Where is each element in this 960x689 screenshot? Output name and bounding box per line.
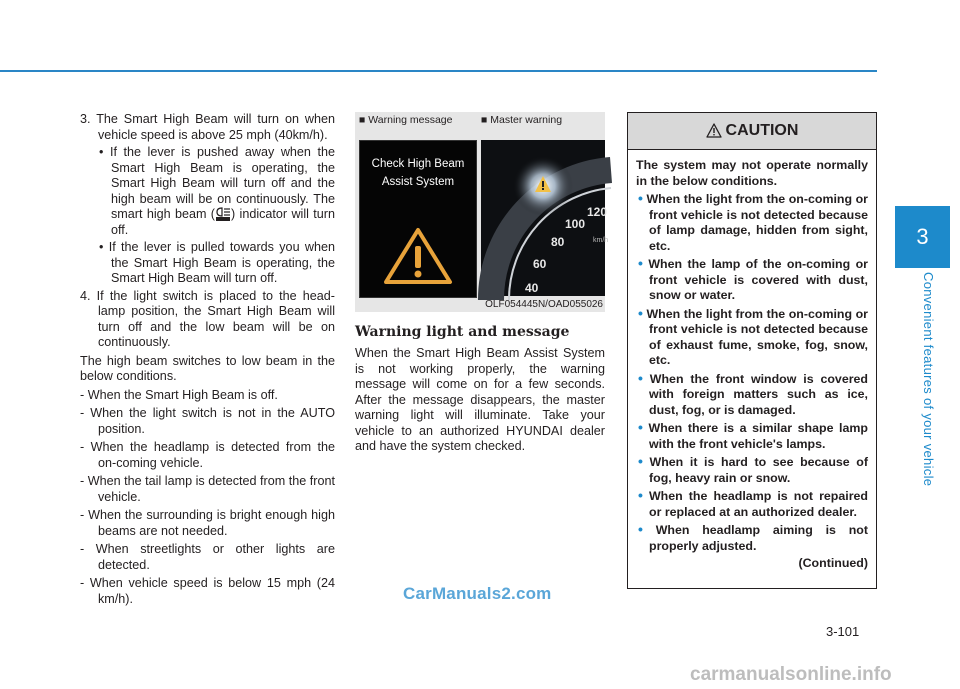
caution-title: CAUTION xyxy=(725,122,799,139)
warning-message-panel xyxy=(359,140,477,298)
smart-high-beam-icon xyxy=(215,207,231,221)
speedo-tick: 40 xyxy=(525,281,539,295)
caution-triangle-icon xyxy=(706,123,722,138)
caution-item: • When the light from the on-coming or front vehicle is not detected because of exhaust fume, smoke, fog, snow, etc. xyxy=(638,304,868,367)
figure-caption: OLF054445N/OAD055026 xyxy=(485,299,603,310)
speedo-tick: 80 xyxy=(551,235,565,249)
condition-item: - When the light switch is not in the AUTO position. xyxy=(80,406,335,436)
column-left xyxy=(80,112,335,607)
figure-label-warning: ■ Warning message xyxy=(359,114,453,126)
watermark-link[interactable]: CarManuals2.com xyxy=(403,584,552,603)
condition-item: - When the surrounding is bright enough high beams are not needed. xyxy=(80,508,335,538)
condition-item: - When the tail lamp is detected from the front vehicle. xyxy=(80,474,335,504)
figure-label-master: ■ Master warning xyxy=(481,114,563,126)
caution-item: • When the headlamp is not repaired or replaced at an authorized dealer. xyxy=(638,487,868,519)
speedometer-graphic xyxy=(481,140,609,296)
panel-line-1: Check High Beam xyxy=(371,158,465,170)
chapter-tab[interactable] xyxy=(895,206,950,268)
step-3: 3. The Smart High Beam will turn on when vehicle speed is above 25 mph (40km/h). xyxy=(80,112,335,142)
warning-figure xyxy=(355,112,609,312)
speedo-tick: 100 xyxy=(565,217,586,231)
panel-text xyxy=(360,155,476,191)
conditions-intro: The high beam switches to low beam in the below conditions. xyxy=(80,353,335,383)
bullet-lever-pushed xyxy=(80,145,335,238)
footer-watermark: carmanualsonline.info xyxy=(690,664,892,685)
caution-box xyxy=(627,112,877,589)
bullet-text-post: ) indicator will turn off. xyxy=(111,207,335,237)
condition-item: - When the headlamp is detected from the on-coming vehicle. xyxy=(80,440,335,470)
caution-item: • When there is a similar shape lamp with the front vehicle's lamps. xyxy=(638,419,868,451)
warning-triangle-icon xyxy=(382,226,454,286)
bullet-text-pre: • If the lever is pushed away when the Smart High Beam is operating, the Smart High Beam will turn off and the high beam will be on continuously. The smart high beam ( xyxy=(99,145,335,221)
section-body: When the Smart High Beam Assist System is not working properly, the warning message will come on for a few seconds. After the message disappears, the master warning light will illuminate. Take your vehicle to an authorized HYUNDAI dealer and have the system checked. xyxy=(355,346,605,453)
chapter-title: Convenient features of your vehicle xyxy=(921,272,936,487)
caution-intro: The system may not operate normally in the below conditions. xyxy=(636,158,868,188)
chapter-number: 3 xyxy=(916,224,929,249)
caution-header xyxy=(628,113,876,150)
condition-item: - When streetlights or other lights are detected. xyxy=(80,542,335,572)
section-heading: Warning light and message xyxy=(355,324,570,340)
step-4: 4. If the light switch is placed to the head-lamp position, the Smart High Beam will turn off and the low beam will be on continuously. xyxy=(80,288,335,349)
speedo-unit: km/h xyxy=(593,237,609,244)
caution-item: • When the light from the on-coming or front vehicle is not detected because of lamp damage, hidden from sight, etc. xyxy=(638,190,868,253)
caution-item: • When the lamp of the on-coming or front vehicle is covered with dust, snow or water. xyxy=(638,255,868,302)
condition-item: - When vehicle speed is below 15 mph (24 km/h). xyxy=(80,576,335,606)
bullet-lever-pulled: • If the lever is pulled towards you when the Smart High Beam is operating, the Smart High Beam will turn off. xyxy=(99,240,335,285)
top-rule xyxy=(0,70,877,72)
master-warning-cluster xyxy=(481,140,609,296)
speedo-tick: 60 xyxy=(533,257,547,271)
condition-item: - When the Smart High Beam is off. xyxy=(80,387,278,402)
page-number: 3-101 xyxy=(826,624,860,639)
speedo-tick: 120 xyxy=(587,205,608,219)
panel-line-2: Assist System xyxy=(381,176,455,188)
caution-item: • When headlamp aiming is not properly adjusted. xyxy=(638,521,868,553)
caution-item: • When the front window is covered with foreign matters such as ice, dust, fog, or is damaged. xyxy=(638,369,868,417)
caution-body xyxy=(628,150,876,572)
caution-item: • When it is hard to see because of fog, heavy rain or snow. xyxy=(638,453,868,485)
caution-continued: (Continued) xyxy=(798,556,868,570)
column-middle xyxy=(355,112,609,455)
